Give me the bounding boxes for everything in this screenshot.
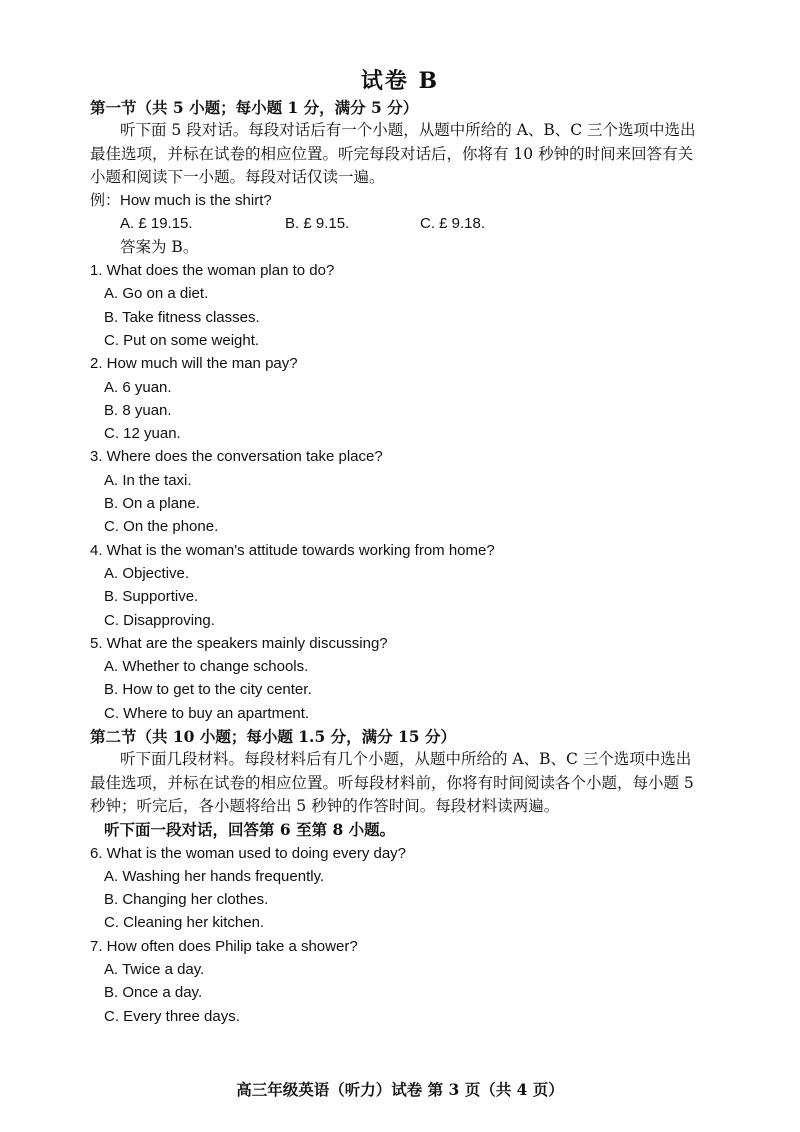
example-option: A. £ 19.15. (120, 215, 193, 233)
answer-option: B. Take fitness classes. (104, 308, 260, 326)
answer-option: B. Once a day. (104, 984, 203, 1002)
section1-instruction-line: 听下面 5 段对话。每段对话后有一个小题，从题中所给的 A、B、C 三个选项中选出 (120, 121, 696, 140)
answer-option: C. Where to buy an apartment. (104, 704, 310, 722)
section2-instruction-line: 听下面几段材料。每段材料后有几个小题，从题中所给的 A、B、C 三个选项中选出 (120, 750, 692, 769)
example-option: C. £ 9.18. (420, 215, 486, 233)
answer-option: C. 12 yuan. (104, 425, 181, 443)
exam-content (90, 96, 720, 1028)
question-text: 1. What does the woman plan to do? (90, 262, 335, 280)
question-text: 3. Where does the conversation take place? (90, 448, 383, 466)
answer-option: C. On the phone. (104, 518, 219, 536)
example-option: B. £ 9.15. (285, 215, 350, 233)
section1-heading: 第一节（共 5 小题；每小题 1 分，满分 5 分） (90, 98, 419, 117)
section1-instruction-line: 小题和阅读下一小题。每段对话仅读一遍。 (90, 167, 385, 186)
question-text: 2. How much will the man pay? (90, 355, 298, 373)
answer-option: C. Put on some weight. (104, 331, 260, 349)
answer-option: C. Cleaning her kitchen. (104, 914, 265, 932)
question-text: 5. What are the speakers mainly discussing? (90, 634, 388, 652)
question-text: 7. How often does Philip take a shower? (90, 937, 358, 955)
section2-instruction-line: 秒钟；听完后，各小题将给出 5 秒钟的作答时间。每段材料读两遍。 (90, 796, 560, 815)
answer-option: A. Go on a diet. (104, 285, 209, 303)
answer-option: A. In the taxi. (104, 471, 192, 489)
page-footer: 高三年级英语（听力）试卷 第 3 页（共 4 页） (236, 1080, 564, 1099)
answer-option: A. Objective. (104, 564, 190, 582)
question-text: 6. What is the woman used to doing every day? (90, 844, 407, 862)
answer-option: A. 6 yuan. (104, 378, 172, 396)
answer-option: B. Changing her clothes. (104, 891, 269, 909)
section1-instruction-line: 最佳选项，并标在试卷的相应位置。听完每段对话后，你将有 10 秒钟的时间来回答有关 (90, 144, 694, 163)
answer-option: B. How to get to the city center. (104, 681, 312, 699)
section2-heading: 第二节（共 10 小题；每小题 1.5 分，满分 15 分） (90, 727, 456, 747)
answer-option: C. Disapproving. (104, 611, 215, 629)
example-options (90, 212, 720, 235)
answer-option: B. Supportive. (104, 588, 199, 606)
answer-option: B. On a plane. (104, 495, 200, 513)
section2-instruction-line: 最佳选项，并标在试卷的相应位置。听每段材料前，你将有时间阅读各个小题，每小题 5 (90, 773, 694, 792)
answer-option: A. Whether to change schools. (104, 658, 309, 676)
section2-subheading: 听下面一段对话，回答第 6 至第 8 小题。 (104, 820, 396, 840)
example-question: 例：How much is the shirt? (90, 192, 272, 210)
answer-option: C. Every three days. (104, 1007, 240, 1025)
question-text: 4. What is the woman's attitude towards working from home? (90, 541, 495, 559)
answer-option: B. 8 yuan. (104, 401, 172, 419)
example-answer: 答案为 B。 (120, 237, 199, 256)
answer-option: A. Twice a day. (104, 960, 205, 978)
answer-option: A. Washing her hands frequently. (104, 867, 325, 885)
page-title: 试卷 B (360, 68, 440, 94)
